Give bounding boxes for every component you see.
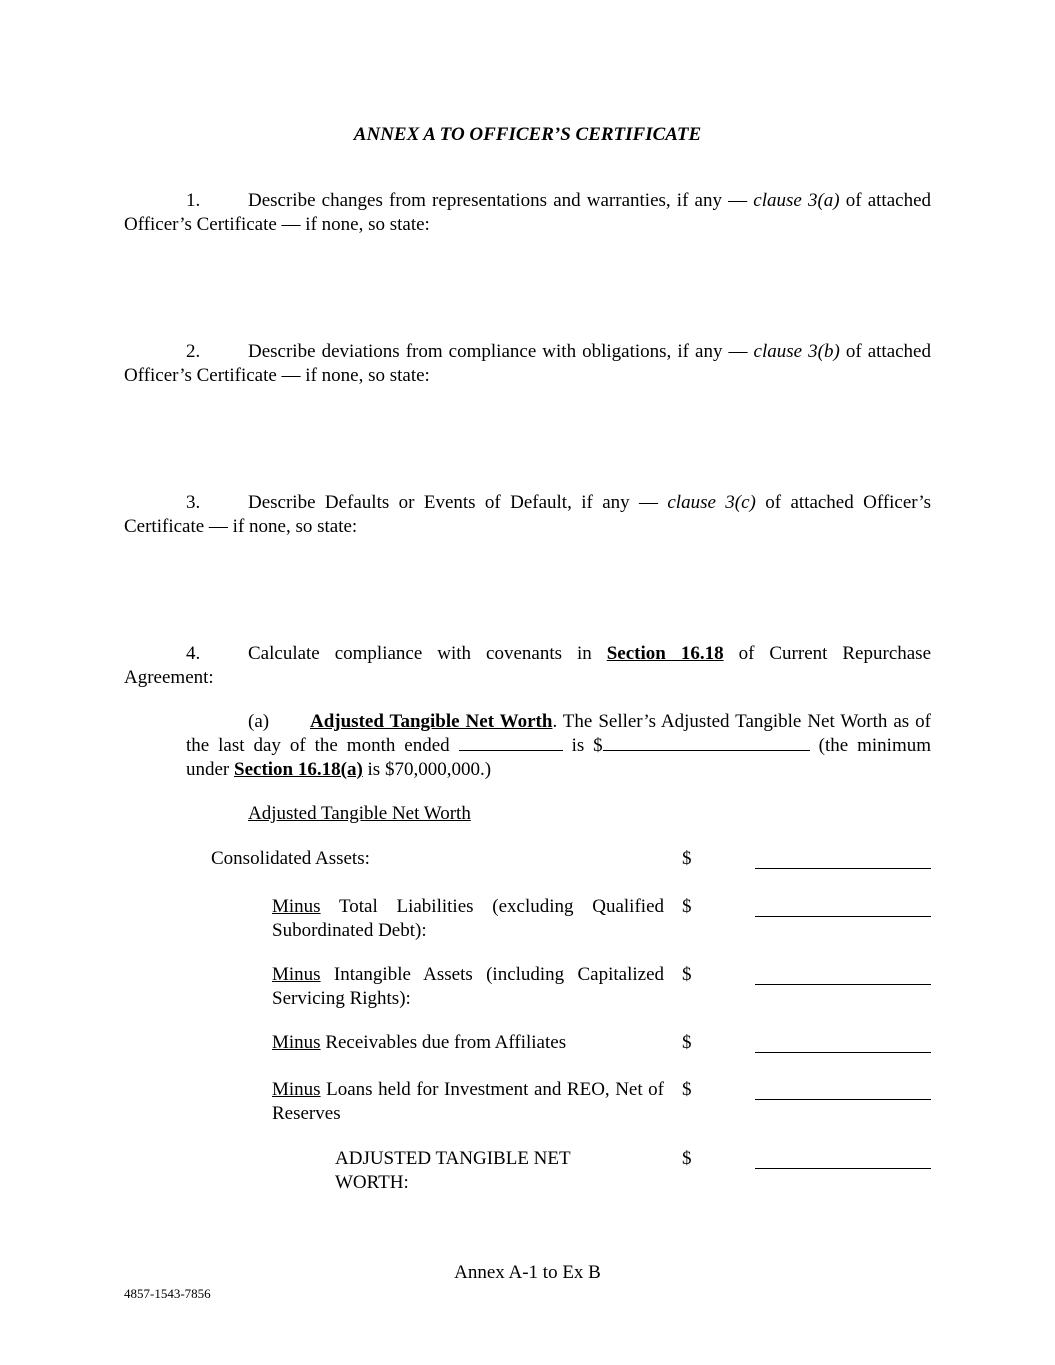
row-label: ADJUSTED TANGIBLE NET WORTH: xyxy=(335,1148,571,1193)
sub-item-a: (a) Adjusted Tangible Net Worth. The Seller’s Adjusted Tangible Net Worth as of the last day of the month ended is $ (the minimum under Section 16.18(a) is $70,000,000.) xyxy=(186,711,932,780)
amount-blank[interactable] xyxy=(755,1078,931,1100)
item-4: 4. Calculate compliance with covenants in Section 16.18 of Current Repurchase Agreement: xyxy=(124,643,932,688)
row-label: Minus Receivables due from Affiliates xyxy=(272,1032,567,1053)
currency-symbol: $ xyxy=(682,896,692,917)
table-heading: Adjusted Tangible Net Worth xyxy=(248,803,471,824)
page-footer: Annex A-1 to Ex B xyxy=(454,1262,601,1283)
row-consolidated-assets xyxy=(0,847,1055,871)
item-number: 4. xyxy=(186,643,201,664)
currency-symbol: $ xyxy=(682,1148,692,1169)
row-intangible-assets xyxy=(0,963,1055,1011)
item-1: 1. Describe changes from representations and warranties, if any — clause 3(a) of attached Officer’s Certificate — if none, so state: xyxy=(124,190,932,235)
section-reference: Section 16.18(a) xyxy=(234,759,363,780)
item-3: 3. Describe Defaults or Events of Default, if any — clause 3(c) of attached Officer’s Certificate — if none, so state: xyxy=(124,492,931,537)
amount-blank[interactable] xyxy=(755,963,931,985)
clause-reference: clause 3(a) xyxy=(753,190,840,211)
item-number: 2. xyxy=(186,341,201,362)
currency-symbol: $ xyxy=(682,848,692,869)
amount-blank[interactable] xyxy=(603,734,810,751)
amount-blank[interactable] xyxy=(755,1147,931,1169)
row-adjusted-tangible-net-worth xyxy=(0,1147,1055,1195)
row-label: Minus Intangible Assets (including Capitalized Servicing Rights): xyxy=(272,964,665,1009)
row-label: Consolidated Assets: xyxy=(211,848,370,869)
clause-reference: clause 3(c) xyxy=(667,492,756,513)
sub-item-label: (a) xyxy=(248,711,270,732)
currency-symbol: $ xyxy=(682,1032,692,1053)
clause-reference: clause 3(b) xyxy=(753,341,840,362)
item-number: 1. xyxy=(186,190,201,211)
row-loans xyxy=(0,1078,1055,1126)
currency-symbol: $ xyxy=(682,1079,692,1100)
row-receivables xyxy=(0,1031,1055,1055)
row-label: Minus Total Liabilities (excluding Qualified Subordinated Debt): xyxy=(272,896,664,941)
page-title: ANNEX A TO OFFICER’S CERTIFICATE xyxy=(353,124,702,145)
item-number: 3. xyxy=(186,492,201,513)
section-reference: Section 16.18 xyxy=(606,643,724,664)
sub-item-heading: Adjusted Tangible Net Worth xyxy=(310,711,553,732)
amount-blank[interactable] xyxy=(755,1031,931,1053)
document-id: 4857-1543-7856 xyxy=(124,1286,211,1301)
amount-blank[interactable] xyxy=(755,847,931,869)
item-2: 2. Describe deviations from compliance with obligations, if any — clause 3(b) of attached Officer’s Certificate — if none, so state: xyxy=(124,341,931,386)
currency-symbol: $ xyxy=(682,964,692,985)
row-label: Minus Loans held for Investment and REO, Net of Reserves xyxy=(272,1079,664,1124)
row-total-liabilities xyxy=(0,895,1055,943)
month-blank[interactable] xyxy=(459,734,563,751)
amount-blank[interactable] xyxy=(755,895,931,917)
